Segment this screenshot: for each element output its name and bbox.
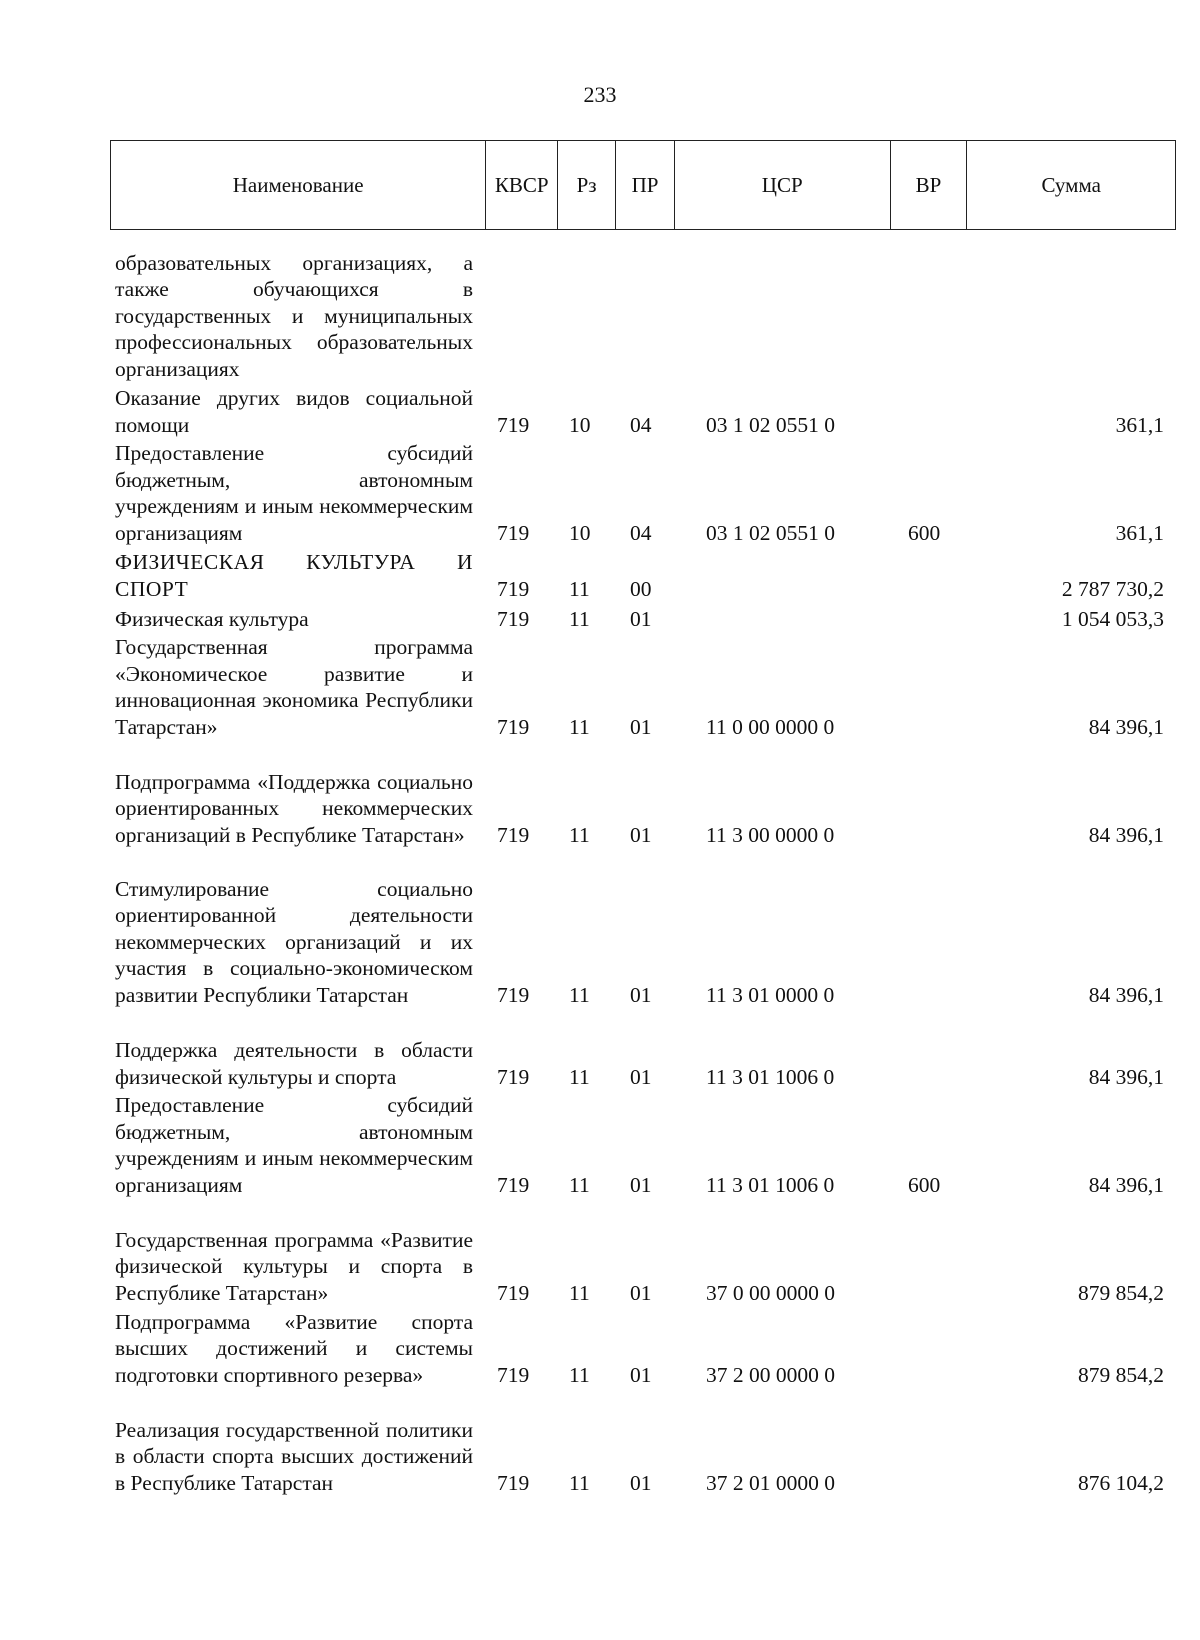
row-kvsr: 719 <box>497 822 530 847</box>
row-kvsr: 719 <box>497 982 530 1007</box>
row-csr: 11 0 00 0000 0 <box>706 714 835 739</box>
row-rz: 11 <box>569 1362 590 1387</box>
table-row <box>0 632 1200 740</box>
row-rz: 11 <box>569 1064 590 1089</box>
row-name: Предоставление субсидий бюджетным, автономным учреждениям и иным некоммерческим организациям <box>115 441 473 545</box>
row-sum: 84 396,1 <box>1088 982 1164 1007</box>
header-rz: Рз <box>558 141 616 229</box>
row-name: Реализация государственной политики в области спорта высших достижений в Республике Татарстан <box>115 1417 473 1495</box>
row-csr: 37 2 00 0000 0 <box>706 1362 835 1387</box>
header-vr: ВР <box>891 141 968 229</box>
row-sum: 84 396,1 <box>1088 714 1164 739</box>
row-sum: 361,1 <box>1115 520 1164 545</box>
row-csr: 11 3 01 0000 0 <box>706 982 835 1007</box>
row-csr: 03 1 02 0551 0 <box>706 520 835 545</box>
row-csr: 11 3 01 1006 0 <box>706 1064 835 1089</box>
row-rz: 11 <box>569 822 590 847</box>
row-name: Физическая культура <box>115 606 309 631</box>
table-row <box>0 546 1200 602</box>
row-csr: 11 3 00 0000 0 <box>706 822 835 847</box>
row-sum: 361,1 <box>1115 412 1164 437</box>
row-pr: 01 <box>630 714 652 739</box>
row-kvsr: 719 <box>497 714 530 739</box>
row-rz: 11 <box>569 1280 590 1305</box>
row-name: Подпрограмма «Развитие спорта высших достижений и системы подготовки спортивного резерва» <box>115 1309 473 1387</box>
header-sum: Сумма <box>1041 172 1101 197</box>
row-name: Стимулирование социально ориентированной деятельности некоммерческих организаций и их участия в социально-экономическом развитии Республики Татарстан <box>115 876 473 1007</box>
row-name: Предоставление субсидий бюджетным, автономным учреждениям и иным некоммерческим организациям <box>115 1093 473 1197</box>
row-name: образовательных организациях, а также обучающихся в государственных и муниципальных профессиональных образовательных организациях <box>115 250 473 381</box>
row-pr: 01 <box>630 982 652 1007</box>
row-rz: 11 <box>569 576 590 601</box>
page-number: 233 <box>583 82 617 107</box>
row-kvsr: 719 <box>497 576 530 601</box>
table-row <box>0 1388 1200 1496</box>
row-sum: 879 854,2 <box>1078 1280 1164 1305</box>
row-pr: 01 <box>630 1280 652 1305</box>
row-rz: 10 <box>569 520 591 545</box>
row-csr: 03 1 02 0551 0 <box>706 412 835 437</box>
row-rz: 11 <box>569 606 590 631</box>
table-row <box>0 740 1200 848</box>
row-sum: 876 104,2 <box>1078 1470 1164 1495</box>
row-pr: 00 <box>630 576 652 601</box>
row-kvsr: 719 <box>497 520 530 545</box>
row-rz: 11 <box>569 1470 590 1495</box>
row-kvsr: 719 <box>497 1362 530 1387</box>
row-sum: 2 787 730,2 <box>1061 576 1164 601</box>
row-name: Поддержка деятельности в области физической культуры и спорта <box>115 1038 473 1089</box>
row-rz: 11 <box>569 982 590 1007</box>
row-kvsr: 719 <box>497 412 530 437</box>
row-csr: 37 0 00 0000 0 <box>706 1280 835 1305</box>
row-kvsr: 719 <box>497 1280 530 1305</box>
row-sum: 84 396,1 <box>1088 1172 1164 1197</box>
row-kvsr: 719 <box>497 606 530 631</box>
table-row <box>0 848 1200 1008</box>
table-row <box>0 1306 1200 1388</box>
table-row <box>0 1090 1200 1198</box>
row-pr: 04 <box>630 520 652 545</box>
table-row <box>0 438 1200 546</box>
row-pr: 01 <box>630 606 652 631</box>
table-row <box>0 602 1200 632</box>
row-pr: 01 <box>630 1470 652 1495</box>
table-header <box>110 140 1176 230</box>
row-name: Государственная программа «Развитие физической культуры и спорта в Республике Татарстан» <box>115 1227 473 1305</box>
row-pr: 01 <box>630 1362 652 1387</box>
row-name: Оказание других видов социальной помощи <box>115 386 473 437</box>
row-csr: 37 2 01 0000 0 <box>706 1470 835 1495</box>
header-csr: ЦСР <box>675 141 891 229</box>
row-csr: 11 3 01 1006 0 <box>706 1172 835 1197</box>
row-vr: 600 <box>908 520 941 545</box>
row-rz: 11 <box>569 714 590 739</box>
row-name: Подпрограмма «Поддержка социально ориентированных некоммерческих организаций в Республике Татарстан» <box>115 769 473 847</box>
row-kvsr: 719 <box>497 1172 530 1197</box>
header-pr: ПР <box>616 141 675 229</box>
row-pr: 01 <box>630 1064 652 1089</box>
table-row <box>0 1198 1200 1306</box>
header-kvsr: КВСР <box>486 141 558 229</box>
row-sum: 84 396,1 <box>1088 822 1164 847</box>
row-kvsr: 719 <box>497 1470 530 1495</box>
row-pr: 04 <box>630 412 652 437</box>
row-pr: 01 <box>630 1172 652 1197</box>
row-rz: 11 <box>569 1172 590 1197</box>
row-sum: 879 854,2 <box>1078 1362 1164 1387</box>
row-name: Государственная программа «Экономическое развитие и инновационная экономика Республики Татарстан» <box>115 635 473 739</box>
row-name: ФИЗИЧЕСКАЯ КУЛЬТУРА И СПОРТ <box>115 550 473 601</box>
row-vr: 600 <box>908 1172 941 1197</box>
row-sum: 84 396,1 <box>1088 1064 1164 1089</box>
row-sum: 1 054 053,3 <box>1061 606 1164 631</box>
table-body <box>0 232 1200 1496</box>
row-kvsr: 719 <box>497 1064 530 1089</box>
row-rz: 10 <box>569 412 591 437</box>
table-row <box>0 1008 1200 1090</box>
table-row <box>0 382 1200 438</box>
row-pr: 01 <box>630 822 652 847</box>
header-name: Наименование <box>111 141 486 229</box>
table-row <box>0 232 1200 382</box>
